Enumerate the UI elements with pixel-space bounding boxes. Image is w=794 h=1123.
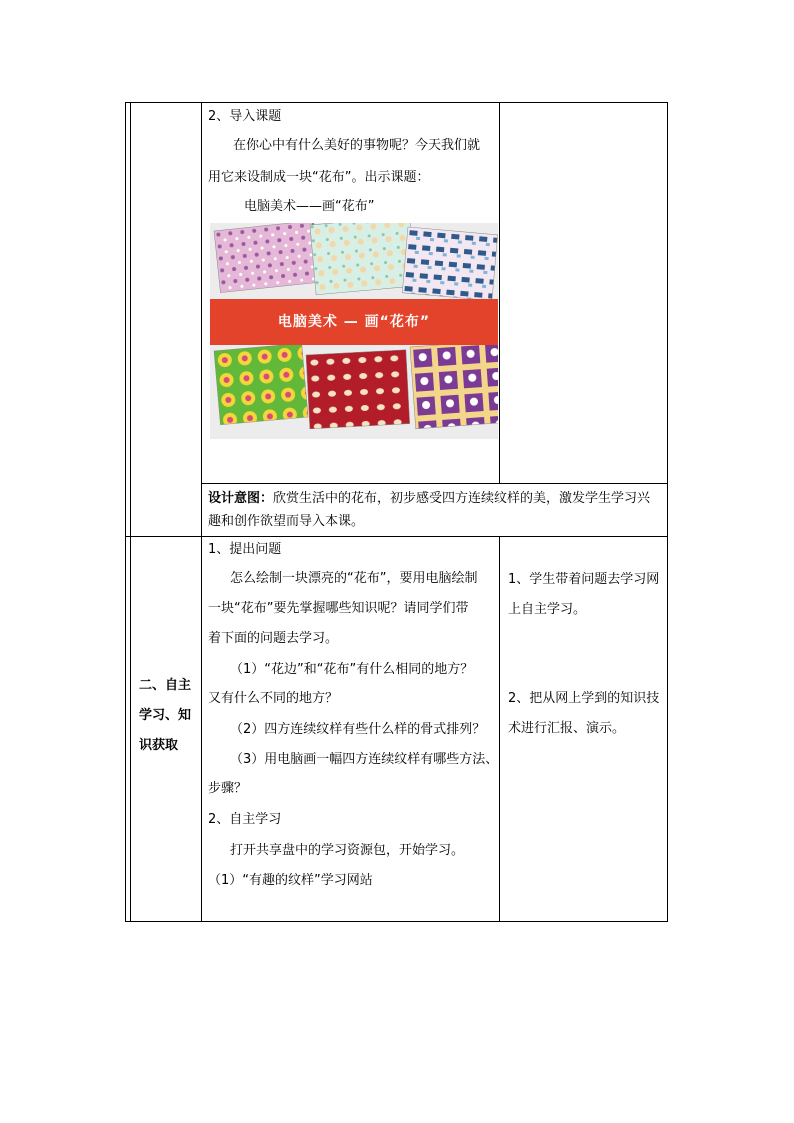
- table-border-top: [125, 102, 668, 103]
- intro-paragraph-line2: 用它来设制成一块“花布”。出示课题：: [208, 170, 430, 185]
- question3-line2: 步骤？: [208, 781, 248, 796]
- fabric-swatch-green: [214, 343, 308, 424]
- fabric-swatch-purple: [410, 341, 498, 429]
- question1-line2: 又有什么不同的地方？: [208, 691, 339, 706]
- section-title-import: 2、导入课题: [208, 109, 282, 124]
- table-border-content-col-2: [499, 536, 500, 922]
- stage-label-line1: 二、自主: [139, 678, 192, 693]
- table-divider-row: [125, 536, 668, 537]
- question2: （2）四方连续纹样有些什么样的骨式排列？: [230, 722, 486, 737]
- table-border-left-outer: [125, 102, 126, 922]
- table-border-left-inner: [130, 102, 131, 922]
- question1-line1: （1）“花边”和“花布”有什么相同的地方？: [230, 662, 474, 677]
- item1-line3: 着下面的问题去学习。: [208, 631, 339, 646]
- design-intent-line2: 趣和创作欲望而导入本课。: [208, 514, 365, 529]
- student-activity2-line1: 2、把从网上学到的知识技: [508, 691, 660, 706]
- stage-label-line3: 识获取: [139, 738, 179, 753]
- fabric-swatch-pink: [214, 223, 320, 293]
- fabric-collage-image: [210, 223, 498, 439]
- item1-title: 1、提出问题: [208, 542, 282, 557]
- image-banner-caption: 电脑美术 — 画“花布”: [277, 314, 431, 330]
- fabric-swatch-mint: [310, 223, 416, 295]
- question3-line1: （3）用电脑画一幅四方连续纹样有哪些方法、: [230, 752, 499, 767]
- stage-label-line2: 学习、知: [139, 708, 192, 723]
- table-border-right: [667, 102, 668, 922]
- intro-paragraph-line1: 在你心中有什么美好的事物呢？今天我们就: [233, 138, 481, 153]
- student-activity1-line2: 上自主学习。: [508, 602, 587, 617]
- table-border-content-col: [499, 102, 500, 483]
- design-intent-label: 设计意图：: [208, 491, 274, 506]
- table-border-stage-col: [201, 102, 202, 922]
- lesson-subtitle: 电脑美术——画“花布”: [244, 199, 375, 214]
- item1-line1: 怎么绘制一块漂亮的“花布”，要用电脑绘制: [230, 571, 478, 586]
- item1-line2: 一块“花布”要先掌握哪些知识呢？请同学们带: [208, 601, 469, 616]
- fabric-swatch-blue: [402, 227, 497, 301]
- design-intent-line1: [208, 490, 650, 508]
- fabric-swatch-red: [306, 350, 410, 429]
- table-divider-design: [201, 483, 668, 484]
- item2-line1: 打开共享盘中的学习资源包，开始学习。: [230, 843, 465, 858]
- item2-title: 2、自主学习: [208, 812, 282, 827]
- student-activity1-line1: 1、学生带着问题去学习网: [508, 572, 660, 587]
- item2-line2: （1）“有趣的纹样”学习网站: [208, 873, 373, 888]
- design-intent-text: 欣赏生活中的花布，初步感受四方连续纹样的美，激发学生学习兴: [273, 491, 651, 506]
- table-border-bottom: [125, 921, 668, 922]
- student-activity2-line2: 术进行汇报、演示。: [508, 721, 626, 736]
